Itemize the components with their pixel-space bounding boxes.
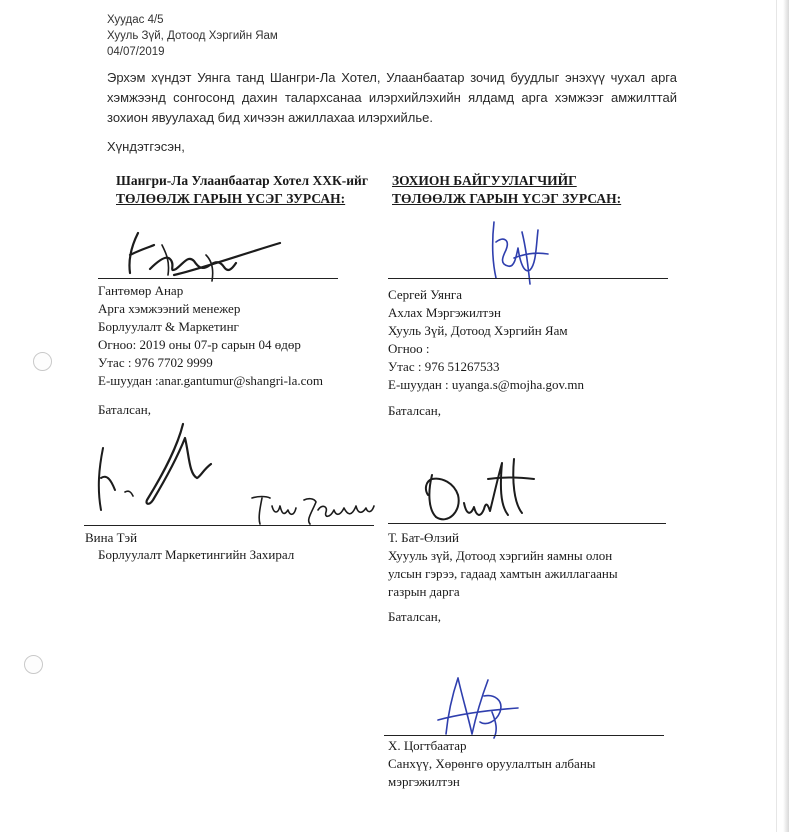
right-signer-details bbox=[388, 286, 584, 394]
punch-hole-bottom bbox=[24, 655, 43, 674]
closing-text: Хүндэтгэсэн, bbox=[107, 139, 185, 154]
right-signature-line-1 bbox=[388, 278, 668, 279]
intro-paragraph: Эрхэм хүндэт Уянга танд Шангри-Ла Хотел, Улаанбаатар зочид буудлыг энэхүү чухал арга хэмжээнд сонгосонд дахин талархсанаа илэрхийлэхийн ялдамд арга хэмжээг амжилттай зохион явуулахад бид хичээн ажиллахаа илэрхийлье. bbox=[107, 70, 677, 125]
left-signature-line-1 bbox=[98, 278, 338, 279]
right-approved-label-1: Баталсан, bbox=[388, 403, 442, 418]
left-signer-position: Арга хэмжээний менежер bbox=[98, 301, 241, 316]
right-signer-organization: Хууль Зүй, Дотоод Хэргийн Яам bbox=[388, 323, 568, 338]
right-approver1-position-line3: газрын дарга bbox=[388, 584, 460, 599]
left-signer-name: Гантөмөр Анар bbox=[98, 283, 184, 298]
left-signer-date: Огноо: 2019 оны 07-р сарын 04 өдөр bbox=[98, 337, 301, 352]
page-number: Хуудас 4/5 bbox=[107, 14, 164, 26]
right-approver1-position-line1: Хуууль зүй, Дотоод хэргийн яамны олон bbox=[388, 548, 613, 563]
left-approver-name: Вина Тэй bbox=[85, 530, 138, 545]
right-signer-position: Ахлах Мэргэжилтэн bbox=[388, 305, 501, 320]
signature-bat-olzii bbox=[418, 455, 538, 530]
right-approver2-position-line1: Санхүү, Хөрөнгө оруулалтын албаны bbox=[388, 756, 596, 771]
left-approved-label: Баталсан, bbox=[98, 402, 152, 417]
right-title-line1: ЗОХИОН БАЙГУУЛАГЧИЙГ bbox=[392, 173, 577, 188]
right-signer-phone: Утас : 976 51267533 bbox=[388, 359, 500, 374]
right-approver2-details bbox=[388, 737, 596, 791]
left-approver-position: Борлуулалт Маркетингийн Захирал bbox=[98, 547, 295, 562]
page-edge-shadow bbox=[783, 0, 789, 832]
right-signer-date: Огноо : bbox=[388, 341, 430, 356]
left-signer-details bbox=[98, 282, 323, 390]
header-organization: Хууль Зүй, Дотоод Хэргийн Яам bbox=[107, 30, 278, 42]
left-signatory-title bbox=[116, 172, 368, 208]
signature-tsogtbaatar bbox=[428, 672, 528, 742]
right-signer-email: E-шуудан : uyanga.s@mojha.gov.mn bbox=[388, 377, 584, 392]
right-approver1-name: Т. Бат-Өлзий bbox=[388, 530, 459, 545]
header-date: 04/07/2019 bbox=[107, 46, 165, 58]
right-title-line2: ТӨЛӨӨЛЖ ГАРЫН ҮСЭГ ЗУРСАН: bbox=[392, 191, 622, 206]
right-signer-name: Сергей Уянга bbox=[388, 287, 463, 302]
punch-hole-top bbox=[33, 352, 52, 371]
right-signature-line-3 bbox=[384, 735, 664, 736]
signature-anar bbox=[110, 225, 290, 285]
left-title-line1: Шангри-Ла Улаанбаатар Хотел ХХК-ийг bbox=[116, 173, 368, 188]
page-edge-line bbox=[776, 0, 777, 832]
left-signer-email: E-шуудан :anar.gantumur@shangri-la.com bbox=[98, 373, 323, 388]
left-signature-line-2 bbox=[84, 525, 374, 526]
right-approver1-details bbox=[388, 529, 618, 601]
right-approved-label-2: Баталсан, bbox=[388, 609, 442, 624]
right-approver2-name: Х. Цогтбаатар bbox=[388, 738, 467, 753]
signature-vina bbox=[85, 418, 225, 518]
right-approver1-position-line2: улсын гэрээ, гадаад хамтын ажиллагааны bbox=[388, 566, 618, 581]
left-signer-phone: Утас : 976 7702 9999 bbox=[98, 355, 213, 370]
left-signer-department: Борлуулалт & Маркетинг bbox=[98, 319, 239, 334]
document-header bbox=[107, 12, 278, 60]
signature-tuya bbox=[248, 490, 378, 530]
right-signatory-title bbox=[392, 172, 621, 208]
right-approver2-position-line2: мэргэжилтэн bbox=[388, 774, 460, 789]
right-signature-line-2 bbox=[388, 523, 666, 524]
left-title-line2: ТӨЛӨӨЛЖ ГАРЫН ҮСЭГ ЗУРСАН: bbox=[116, 191, 346, 206]
